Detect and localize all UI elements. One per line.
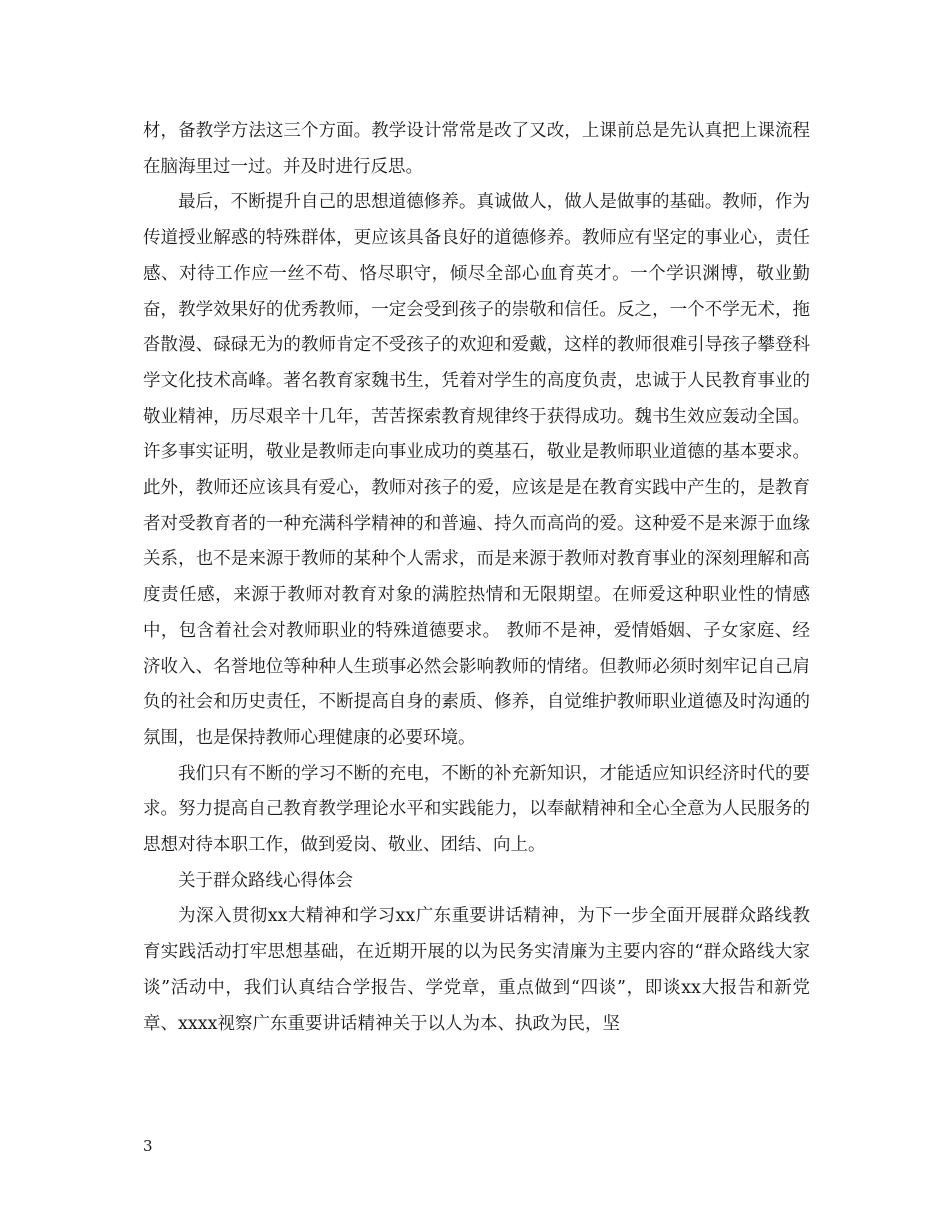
page-number: 3 [143,1137,153,1155]
paragraph-mass-line: 为深入贯彻xx大精神和学习xx广东重要讲话精神，为下一步全面开展群众路线教育实践活动打牢思想基础，在近期开展的以为民务实清廉为主要内容的“群众路线大家谈”活动中，我们认真结合学报告、学党章，重点做到“四谈”，即谈xx大报告和新党章、xxxx视察广东重要讲话精神关于以人为本、执政为民，坚 [143,906,810,1034]
document-body [143,114,810,1042]
paragraph-continuation: 材，备教学方法这三个方面。教学设计常常是改了又改，上课前总是先认真把上课流程在脑海里过一过。并及时进行反思。 [143,121,810,177]
paragraph-continuous-learning: 我们只有不断的学习不断的充电，不断的补充新知识，才能适应知识经济时代的要求。努力提高自己教育教学理论水平和实践能力，以奉献精神和全心全意为人民服务的思想对待本职工作，做到爱岗、敬业、团结、向上。 [143,763,810,856]
paragraph-moral-cultivation: 最后，不断提升自己的思想道德修养。真诚做人，做人是做事的基础。教师，作为传道授业解惑的特殊群体，更应该具备良好的道德修养。教师应有坚定的事业心，责任感、对待工作应一丝不苟、恪尽职守，倾尽全部心血育英才。一个学识渊博，敬业勤奋，教学效果好的优秀教师，一定会受到孩子的崇敬和信任。反之，一个不学无术，拖沓散漫、碌碌无为的教师肯定不受孩子的欢迎和爱戴，这样的教师很难引导孩子攀登科学文化技术高峰。著名教育家魏书生，凭着对学生的高度负责，忠诚于人民教育事业的敬业精神，历尽艰辛十几年，苦苦探索教育规律终于获得成功。魏书生效应轰动全国。许多事实证明，敬业是教师走向事业成功的奠基石，敬业是教师职业道德的基本要求。此外，教师还应该具有爱心，教师对孩子的爱，应该是是在教育实践中产生的，是教育者对受教育者的一种充满科学精神的和普遍、持久而高尚的爱。这种爱不是来源于血缘关系，也不是来源于教师的某种个人需求，而是来源于教师对教育事业的深刻理解和高度责任感，来源于教师对教育对象的满腔热情和无限期望。在师爱这种职业性的情感中，包含着社会对教师职业的特殊道德要求。 教师不是神，爱情婚姻、子女家庭、经济收入、名誉地位等种种人生琐事必然会影响教师的情绪。但教师必须时刻牢记自己肩负的社会和历史责任，不断提高自身的素质、修养，自觉维护教师职业道德及时沟通的氛围，也是保持教师心理健康的必要环境。 [143,192,810,748]
section-heading: 关于群众路线心得体会 [178,870,353,891]
